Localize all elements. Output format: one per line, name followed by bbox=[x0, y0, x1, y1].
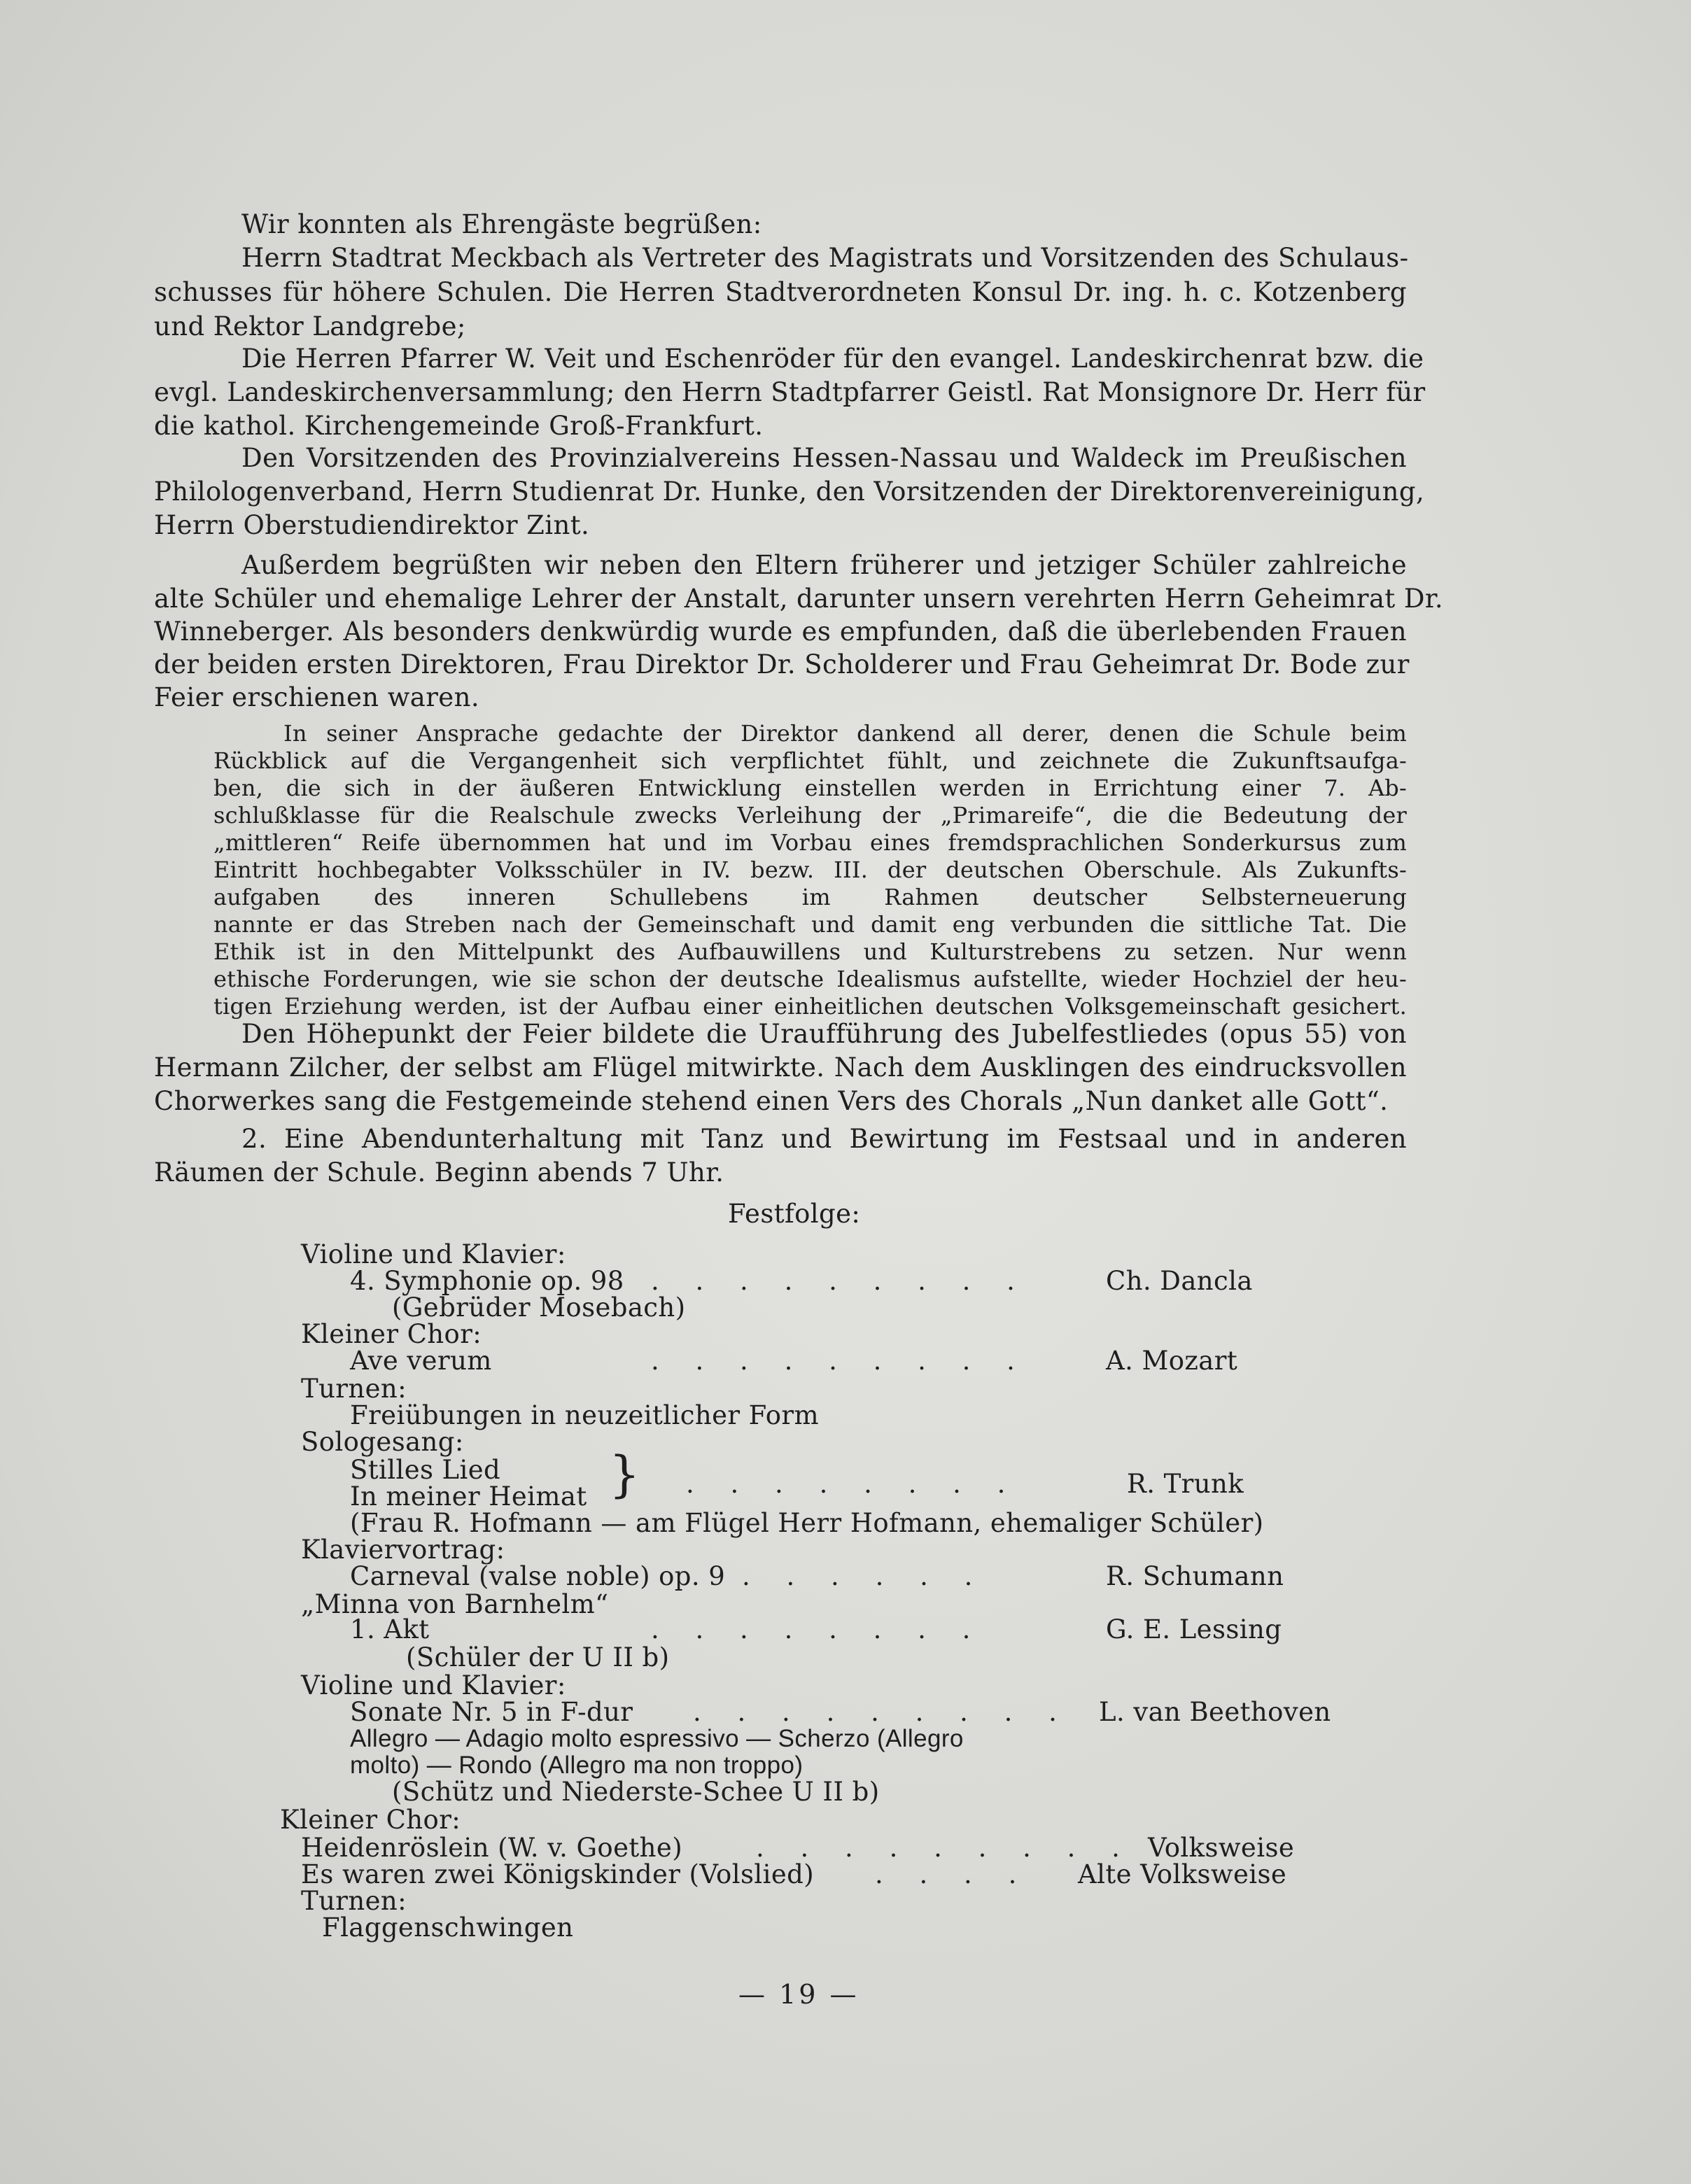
text-line: der beiden ersten Direktoren, Frau Direktor Dr. Scholderer und Frau Geheimrat Dr. Bode zur bbox=[154, 649, 1410, 679]
text-line: alte Schüler und ehemalige Lehrer der Anstalt, darunter unsern verehrten Herrn Geheimrat Dr. bbox=[154, 584, 1444, 614]
text-line: Chorwerkes sang die Festgemeinde stehend einen Vers des Chorals „Nun danket alle Gott“. bbox=[154, 1086, 1389, 1116]
text-line: Herrn Stadtrat Meckbach als Vertreter des Magistrats und Vorsitzenden des Schulaus- bbox=[241, 243, 1409, 273]
speech-line: In seiner Ansprache gedachte der Direktor dankend all derer, denen die Schule beim bbox=[283, 720, 1407, 747]
program-performers: (Frau R. Hofmann — am Flügel Herr Hofmann, ehemaliger Schüler) bbox=[350, 1508, 1264, 1538]
text-line: 2. Eine Abendunterhaltung mit Tanz und Bewirtung im Festsaal und in anderen bbox=[241, 1124, 1407, 1154]
program-performers: (Schüler der U II b) bbox=[406, 1642, 670, 1672]
program-composer: Volksweise bbox=[1148, 1833, 1295, 1863]
speech-line: schlußklasse für die Realschule zwecks Verleihung der „Primareife“, die die Bedeutung der bbox=[213, 802, 1407, 829]
speech-line: tigen Erziehung werden, ist der Aufbau einer einheitlichen deutschen Volksgemeinschaft gesichert. bbox=[213, 993, 1407, 1020]
program-work: 1. Akt bbox=[350, 1614, 430, 1644]
program-work: Freiübungen in neuzeitlicher Form bbox=[350, 1400, 819, 1430]
program-work: Carneval (valse noble) op. 9 bbox=[350, 1561, 726, 1591]
program-work: Stilles Lied bbox=[350, 1455, 501, 1485]
program-work: Es waren zwei Königskinder (Volslied) bbox=[301, 1859, 815, 1889]
program-heading: Kleiner Chor: bbox=[280, 1805, 461, 1835]
program-composer: Ch. Dancla bbox=[1106, 1266, 1253, 1296]
movements-line: Allegro — Adagio molto espressivo — Scherzo (Allegro bbox=[350, 1725, 964, 1752]
program-composer: Alte Volksweise bbox=[1078, 1859, 1287, 1889]
speech-line: ethische Forderungen, wie sie schon der deutsche Idealismus aufstellte, wieder Hochziel der heu- bbox=[213, 966, 1407, 992]
leader-dots: . . . . . . . . bbox=[686, 1469, 1020, 1499]
speech-line: Rückblick auf die Vergangenheit sich verpflichtet fühlt, und zeichnete die Zukunftsaufga- bbox=[213, 747, 1407, 774]
text-line: Hermann Zilcher, der selbst am Flügel mitwirkte. Nach dem Ausklingen des eindrucksvollen bbox=[154, 1052, 1407, 1083]
leader-dots: . . . . bbox=[875, 1859, 1031, 1889]
program-work: 4. Symphonie op. 98 bbox=[350, 1266, 624, 1296]
program-composer: R. Trunk bbox=[1127, 1469, 1244, 1499]
program-work: In meiner Heimat bbox=[350, 1481, 587, 1512]
program-performers: (Gebrüder Mosebach) bbox=[392, 1292, 686, 1323]
speech-line: „mittleren“ Reife übernommen hat und im Vorbau eines fremdsprachlichen Sonderkursus zum bbox=[213, 829, 1407, 856]
movements-line: molto) — Rondo (Allegro ma non troppo) bbox=[350, 1752, 804, 1779]
brace-symbol: } bbox=[609, 1446, 640, 1503]
guests-heading: Wir konnten als Ehrengäste begrüßen: bbox=[241, 209, 762, 239]
text-line: Den Höhepunkt der Feier bildete die Uraufführung des Jubelfestliedes (opus 55) von bbox=[241, 1019, 1407, 1049]
text-line: die kathol. Kirchengemeinde Groß-Frankfurt. bbox=[154, 411, 764, 441]
program-composer: R. Schumann bbox=[1106, 1561, 1284, 1591]
leader-dots: . . . . . . . . . bbox=[651, 1346, 1029, 1376]
text-line: Außerdem begrüßten wir neben den Eltern früherer und jetziger Schüler zahlreiche bbox=[241, 550, 1407, 580]
program-heading: Violine und Klavier: bbox=[301, 1670, 566, 1700]
text-line: Winneberger. Als besonders denkwürdig wurde es empfunden, daß die überlebenden Frauen bbox=[154, 617, 1407, 647]
program-composer: G. E. Lessing bbox=[1106, 1614, 1282, 1644]
program-heading: Kleiner Chor: bbox=[301, 1319, 482, 1349]
program-work: Flaggenschwingen bbox=[322, 1912, 574, 1943]
text-line: und Rektor Landgrebe; bbox=[154, 311, 466, 341]
program-composer: L. van Beethoven bbox=[1099, 1697, 1331, 1727]
program-heading: Sologesang: bbox=[301, 1427, 464, 1457]
page-number: — 19 — bbox=[738, 1979, 859, 2010]
text-line: Feier erschienen waren. bbox=[154, 682, 479, 712]
program-title: Festfolge: bbox=[728, 1199, 861, 1229]
program-work: Ave verum bbox=[350, 1346, 492, 1376]
text-line: Herrn Oberstudiendirektor Zint. bbox=[154, 510, 590, 540]
text-line: Die Herren Pfarrer W. Veit und Eschenröder für den evangel. Landeskirchenrat bzw. die bbox=[241, 344, 1424, 374]
program-composer: A. Mozart bbox=[1106, 1346, 1238, 1376]
text-line: schusses für höhere Schulen. Die Herren Stadtverordneten Konsul Dr. ing. h. c. Kotzenberg bbox=[154, 277, 1407, 307]
program-heading: Violine und Klavier: bbox=[301, 1239, 566, 1269]
leader-dots: . . . . . . bbox=[742, 1561, 987, 1591]
speech-line: aufgaben des inneren Schullebens im Rahmen deutscher Selbsterneuerung bbox=[213, 884, 1407, 910]
leader-dots: . . . . . . . . . bbox=[693, 1697, 1071, 1727]
leader-dots: . . . . . . . . . bbox=[756, 1833, 1134, 1863]
text-line: Den Vorsitzenden des Provinzialvereins Hessen-Nassau und Waldeck im Preußischen bbox=[241, 443, 1407, 473]
text-line: Philologenverband, Herrn Studienrat Dr. Hunke, den Vorsitzenden der Direktorenvereinigung, bbox=[154, 477, 1425, 507]
program-performers: (Schütz und Niederste-Schee U II b) bbox=[392, 1777, 880, 1807]
program-heading: Turnen: bbox=[301, 1886, 407, 1916]
speech-line: Ethik ist in den Mittelpunkt des Aufbauwillens und Kulturstrebens zu setzen. Nur wenn bbox=[213, 938, 1407, 965]
speech-line: nannte er das Streben nach der Gemeinschaft und damit eng verbunden die sittliche Tat. Die bbox=[213, 911, 1407, 938]
leader-dots: . . . . . . . . bbox=[651, 1614, 985, 1644]
leader-dots: . . . . . . . . . bbox=[651, 1266, 1029, 1296]
text-line: Räumen der Schule. Beginn abends 7 Uhr. bbox=[154, 1157, 724, 1188]
program-heading: Klaviervortrag: bbox=[301, 1535, 505, 1565]
program-work: Heidenröslein (W. v. Goethe) bbox=[301, 1833, 683, 1863]
program-work: Sonate Nr. 5 in F-dur bbox=[350, 1697, 633, 1727]
speech-line: ben, die sich in der äußeren Entwicklung einstellen werden in Errichtung einer 7. Ab- bbox=[213, 775, 1407, 801]
program-heading: „Minna von Barnhelm“ bbox=[301, 1589, 609, 1619]
speech-line: Eintritt hochbegabter Volksschüler in IV. bezw. III. der deutschen Oberschule. Als Zukunfts- bbox=[213, 857, 1407, 883]
program-heading: Turnen: bbox=[301, 1374, 407, 1404]
text-line: evgl. Landeskirchenversammlung; den Herrn Stadtpfarrer Geistl. Rat Monsignore Dr. Herr für bbox=[154, 377, 1426, 407]
